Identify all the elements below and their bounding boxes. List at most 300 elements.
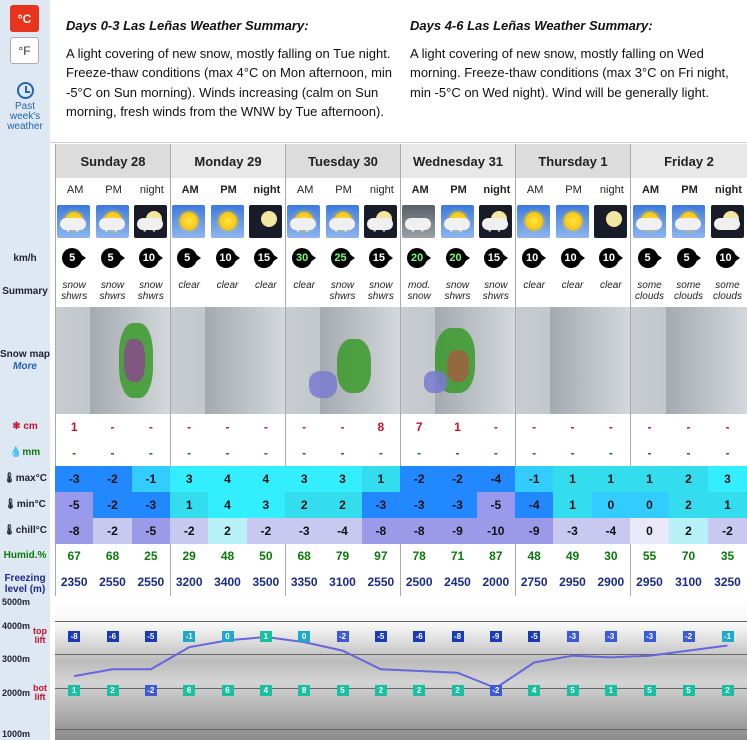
arrow-icon <box>463 253 470 263</box>
period-label: AM <box>296 184 314 196</box>
arrow-icon <box>424 253 431 263</box>
chill-text: chill°C <box>15 525 47 536</box>
wind-arrow <box>638 248 664 268</box>
sun-icon <box>219 212 237 230</box>
freezing-cell: 3500 <box>252 575 280 589</box>
weather-icon <box>249 205 282 238</box>
max-temp-cell: 3 <box>285 466 323 492</box>
freezing-cell: 3400 <box>214 575 241 589</box>
weather-icon <box>211 205 244 238</box>
snow-patch <box>124 339 145 382</box>
top-lift-temp: -2 <box>683 631 695 642</box>
freezing-cell: 2950 <box>559 575 586 589</box>
wind-speed: 5 <box>677 248 697 268</box>
top-lift-temp: 0 <box>222 631 234 642</box>
period-label: night <box>483 184 511 196</box>
snow-cm-cell: - <box>608 420 613 434</box>
bot-lift-temp: 6 <box>183 685 195 696</box>
max-temp-cell: 4 <box>247 466 285 492</box>
thermometer-icon: 🌡 <box>4 499 17 510</box>
top-lift-temp: -5 <box>528 631 540 642</box>
wind-arrow <box>716 248 742 268</box>
top-lift-temp: 0 <box>298 631 310 642</box>
wind-row-label: km/h <box>13 253 37 264</box>
arrow-icon <box>233 253 240 263</box>
freezing-level-line <box>74 637 727 688</box>
map-terrain <box>666 307 747 414</box>
bot-lift-temp: 5 <box>683 685 695 696</box>
top-text: top <box>33 626 47 636</box>
summary-line-1: snow <box>330 280 355 291</box>
snowflake-icon: * * <box>488 228 503 237</box>
wind-speed: 5 <box>101 248 121 268</box>
snowflake-icon: * * <box>411 228 426 237</box>
freezing-level-chart <box>55 597 747 740</box>
snowmap-row-label: Snow map <box>0 349 51 360</box>
thermometer-icon: 🌡 <box>3 525 16 536</box>
humidity-cell: 35 <box>720 549 735 563</box>
snowflake-icon: * * <box>143 228 158 237</box>
snow-cm-cell: - <box>263 420 268 434</box>
arrow-icon <box>386 253 393 263</box>
freezing-cell: 3250 <box>714 575 741 589</box>
summary-line-1: clear <box>293 280 315 291</box>
bot-lift-temp: 4 <box>528 685 540 696</box>
bot-lift-temp: 5 <box>337 685 349 696</box>
summary-text <box>209 280 247 291</box>
summary-days-4-6 <box>410 16 740 102</box>
weather-icon <box>172 205 205 238</box>
summary-line-1: some <box>676 280 701 291</box>
summary-days-0-3 <box>66 16 396 122</box>
rain-mm-cell: - <box>72 446 77 460</box>
past-label-1: Past <box>14 101 35 112</box>
snowflake-icon: ❄ <box>12 421 24 432</box>
freezing-cell: 3100 <box>675 575 702 589</box>
top-lift-label <box>30 627 50 645</box>
humidity-cell: 71 <box>450 549 465 563</box>
summary-line-2: clouds <box>674 291 703 302</box>
sidebar <box>0 0 50 740</box>
wind-speed: 15 <box>254 248 274 268</box>
snow-cm-cell: - <box>187 420 192 434</box>
bot-lift-temp: 5 <box>644 685 656 696</box>
summary-line-1: some <box>715 280 740 291</box>
max-temp-cell: 3 <box>170 466 208 492</box>
wind-arrow <box>407 248 433 268</box>
snow-map[interactable] <box>516 307 630 414</box>
humidity-cell: 48 <box>527 549 541 563</box>
summary-text <box>400 280 438 302</box>
weather-icon <box>479 205 512 238</box>
day-header[interactable]: Tuesday 30 <box>286 144 400 178</box>
bot-lift-temp: 1 <box>68 685 80 696</box>
weather-icon <box>402 205 435 238</box>
snow-map[interactable] <box>631 307 747 414</box>
min-temp-cell: -3 <box>132 492 170 518</box>
day-header[interactable]: Sunday 28 <box>56 144 170 178</box>
top-lift-temp: -5 <box>145 631 157 642</box>
lift-text: lift <box>34 635 46 645</box>
cloud-icon <box>675 218 701 230</box>
summary-line-2: snow <box>407 291 431 302</box>
freezing-label: Freezing <box>4 573 46 584</box>
wind-speed: 20 <box>446 248 466 268</box>
rain-mm-cell: - <box>263 446 268 460</box>
humidity-cell: 97 <box>374 549 388 563</box>
humidity-cell: 30 <box>604 549 618 563</box>
top-lift-temp: -6 <box>107 631 119 642</box>
wind-arrow <box>677 248 703 268</box>
arrow-icon <box>694 253 701 263</box>
weather-icon <box>594 205 627 238</box>
cm-text: cm <box>23 421 38 432</box>
summary-row-label: Summary <box>2 286 48 297</box>
humidity-cell: 50 <box>259 549 273 563</box>
summary-line-1: snow <box>369 280 393 291</box>
chill-cell: 2 <box>669 518 708 544</box>
period-label: night <box>369 184 394 196</box>
weather-icon <box>96 205 129 238</box>
bot-lift-temp: 5 <box>567 685 579 696</box>
summary-text <box>515 280 553 291</box>
rain-mm-cell: - <box>686 446 691 460</box>
snow-map[interactable] <box>286 307 400 414</box>
wind-arrow <box>522 248 548 268</box>
snow-map[interactable] <box>56 307 170 414</box>
cloud-icon <box>636 218 662 230</box>
snowmap-more-link[interactable]: More <box>13 361 37 372</box>
summary-a-title: Days 0-3 Las Leñas Weather Summary: <box>66 18 309 33</box>
snow-cm-cell: - <box>570 420 575 434</box>
summary-text <box>55 280 93 302</box>
max-temp-cell: 2 <box>669 466 708 492</box>
wind-arrow <box>369 248 395 268</box>
humidity-cell: 78 <box>412 549 426 563</box>
chill-cell: 2 <box>208 518 246 544</box>
arrow-icon <box>348 253 355 263</box>
fahrenheit-button[interactable]: °F <box>10 37 39 64</box>
chill-cell: -3 <box>553 518 591 544</box>
freezing-cell: 3350 <box>290 575 318 589</box>
rain-mm-cell: - <box>225 446 230 460</box>
summary-text <box>709 280 747 302</box>
bot-lift-temp: 2 <box>452 685 464 696</box>
humidity-cell: 67 <box>67 549 81 563</box>
weather-icon <box>672 205 705 238</box>
freezing-cell: 2900 <box>597 575 625 589</box>
humidity-cell: 87 <box>489 549 503 563</box>
top-lift-temp: -8 <box>68 631 80 642</box>
weather-icon <box>326 205 359 238</box>
freezing-cell: 2000 <box>482 575 510 589</box>
bot-text: bot <box>33 683 47 693</box>
weather-icon <box>441 205 474 238</box>
top-lift-temp: 1 <box>260 631 272 642</box>
rain-mm-label <box>0 447 50 458</box>
chill-cell: -5 <box>132 518 170 544</box>
alt-5000: 5000m <box>2 597 31 607</box>
snow-patch <box>447 350 470 382</box>
freezing-line-svg <box>55 597 747 740</box>
summary-line-2: shwrs <box>367 291 394 302</box>
arrow-icon <box>118 253 125 263</box>
max-temp-cell: 3 <box>708 466 747 492</box>
snow-cm-cell: - <box>532 420 537 434</box>
freezing-cell: 3200 <box>175 575 203 589</box>
wind-arrow <box>292 248 318 268</box>
bot-lift-temp: 4 <box>260 685 272 696</box>
weather-icon <box>57 205 90 238</box>
top-lift-temp: -3 <box>567 631 579 642</box>
cloud-icon <box>714 218 740 230</box>
humidity-cell: 49 <box>565 549 580 563</box>
summary-b-text: A light covering of new snow, mostly falling on Wed morning. Freeze-thaw conditions (max 3°C on Fri night, min -5°C on Wed night). Wind will be generally light. <box>410 45 729 100</box>
wind-arrow <box>561 248 587 268</box>
bot-lift-temp: -2 <box>145 685 157 696</box>
max-temp-cell: -1 <box>132 466 170 492</box>
chill-cell: -4 <box>323 518 361 544</box>
sun-icon <box>564 212 582 230</box>
freezing-cell: 2750 <box>520 575 548 589</box>
snow-map[interactable] <box>401 307 515 414</box>
map-terrain <box>550 307 630 414</box>
summary-line-1: snow <box>139 280 163 291</box>
summary-line-1: snow <box>62 280 86 291</box>
max-temp-cell: 1 <box>553 466 591 492</box>
lift2-text: lift <box>34 692 46 702</box>
raindrop-icon: 💧 <box>9 447 23 458</box>
wind-speed: 10 <box>599 248 619 268</box>
min-temp-cell: 2 <box>669 492 708 518</box>
chill-cell: -2 <box>170 518 208 544</box>
arrow-icon <box>578 253 585 263</box>
day-header[interactable]: Monday 29 <box>171 144 285 178</box>
summary-line-2: shwrs <box>137 291 164 302</box>
wind-speed: 25 <box>331 248 351 268</box>
summary-text <box>362 280 400 302</box>
freezing-cell: 2550 <box>99 575 126 589</box>
wind-arrow <box>484 248 510 268</box>
snow-cm-cell: 1 <box>70 420 78 434</box>
min-temp-cell: 0 <box>592 492 630 518</box>
summary-line-2: shwrs <box>482 291 509 302</box>
wind-speed: 10 <box>216 248 236 268</box>
summary-text <box>285 280 323 291</box>
min-temp-cell: -4 <box>515 492 553 518</box>
snowflake-icon: * * <box>449 228 465 237</box>
max-temp-cell: -4 <box>477 466 515 492</box>
snow-cm-label <box>0 421 50 432</box>
min-temp-label <box>0 499 50 510</box>
arrow-icon <box>539 253 546 263</box>
rain-mm-cell: - <box>725 446 730 460</box>
humidity-cell: 70 <box>681 549 696 563</box>
clock-icon <box>17 82 34 99</box>
summary-text <box>670 280 708 302</box>
arrow-icon <box>655 253 662 263</box>
summary-line-2: shwrs <box>444 291 471 302</box>
snow-patch <box>309 371 338 398</box>
bot-lift-temp: 2 <box>107 685 119 696</box>
freezing-cell: 2550 <box>367 575 395 589</box>
arrow-icon <box>733 253 740 263</box>
humidity-label: Humid.% <box>3 550 47 561</box>
summary-text <box>170 280 208 291</box>
day-header[interactable]: Wednesday 31 <box>401 144 515 178</box>
snow-cm-cell: 8 <box>377 420 385 434</box>
summary-text <box>554 280 592 291</box>
top-lift-temp: -3 <box>605 631 617 642</box>
chill-label <box>0 525 50 536</box>
summary-line-1: clear <box>561 280 584 291</box>
wind-arrow <box>599 248 625 268</box>
wind-arrow <box>331 248 357 268</box>
period-label: night <box>253 184 281 196</box>
max-text: max°C <box>15 473 47 484</box>
snow-cm-cell: 7 <box>415 420 423 434</box>
moon-icon <box>606 211 622 227</box>
snow-map[interactable] <box>171 307 285 414</box>
min-temp-cell: 3 <box>247 492 285 518</box>
arrow-icon <box>194 253 201 263</box>
summary-line-1: snow <box>484 280 508 291</box>
min-temp-cell: 4 <box>208 492 246 518</box>
rain-mm-cell: - <box>647 446 652 460</box>
wind-arrow <box>177 248 203 268</box>
max-temp-cell: 1 <box>592 466 630 492</box>
humidity-cell: 55 <box>642 549 657 563</box>
summary-text <box>247 280 285 291</box>
wind-speed: 5 <box>62 248 82 268</box>
rain-mm-cell: - <box>570 446 575 460</box>
weather-icon <box>711 205 744 238</box>
wind-speed: 5 <box>638 248 658 268</box>
humidity-cell: 29 <box>182 549 196 563</box>
rain-mm-cell: - <box>340 446 345 460</box>
snow-patch <box>337 339 371 393</box>
top-lift-temp: -8 <box>452 631 464 642</box>
summary-line-1: mod. <box>408 280 431 291</box>
freezing-label-2: level (m) <box>4 584 46 595</box>
chill-cell: -9 <box>515 518 553 544</box>
max-temp-cell: -3 <box>55 466 93 492</box>
weather-icon <box>134 205 167 238</box>
alt-4000: 4000m <box>2 621 31 631</box>
moon-icon <box>261 211 277 227</box>
humidity-cell: 68 <box>105 549 120 563</box>
summary-line-1: snow <box>445 280 470 291</box>
period-label: AM <box>66 184 84 196</box>
snow-cm-cell: - <box>148 420 153 434</box>
day-header[interactable]: Friday 2 <box>631 144 747 178</box>
summary-line-2: shwrs <box>61 291 88 302</box>
chill-cell: -8 <box>362 518 400 544</box>
snow-cm-cell: - <box>110 420 115 434</box>
min-temp-cell: -5 <box>55 492 93 518</box>
bot-lift-temp: 2 <box>375 685 387 696</box>
summary-text <box>94 280 132 302</box>
bot-lift-label <box>30 684 50 702</box>
wind-speed: 10 <box>716 248 736 268</box>
summary-text <box>439 280 477 302</box>
chill-cell: -2 <box>708 518 747 544</box>
rain-mm-cell: - <box>493 446 498 460</box>
chill-cell: -2 <box>247 518 285 544</box>
wind-arrow <box>139 248 165 268</box>
past-label-2: week's <box>9 111 41 122</box>
min-temp-cell: -3 <box>362 492 400 518</box>
bot-lift-temp: 6 <box>222 685 234 696</box>
sun-icon <box>180 212 198 230</box>
period-label: PM <box>681 184 698 196</box>
weather-icon <box>517 205 550 238</box>
weather-icon <box>364 205 397 238</box>
bot-lift-temp: 8 <box>298 685 310 696</box>
summary-line-1: clear <box>523 280 545 291</box>
celsius-button[interactable]: °C <box>10 5 39 32</box>
wind-speed: 20 <box>407 248 427 268</box>
alt-3000: 3000m <box>2 654 31 664</box>
max-temp-cell: -2 <box>438 466 476 492</box>
chill-cell: -8 <box>55 518 93 544</box>
snow-cm-cell: - <box>302 420 307 434</box>
top-lift-temp: -1 <box>183 631 195 642</box>
wind-arrow <box>62 248 88 268</box>
freezing-cell: 2450 <box>444 575 471 589</box>
arrow-icon <box>156 253 163 263</box>
snow-cm-cell: 1 <box>454 420 461 434</box>
period-label: AM <box>411 184 429 196</box>
snow-cm-cell: - <box>493 420 498 434</box>
max-temp-cell: 1 <box>362 466 400 492</box>
freezing-cell: 2350 <box>60 575 88 589</box>
period-label: AM <box>641 184 660 196</box>
period-label: PM <box>450 184 467 196</box>
alt-1000: 1000m <box>2 729 31 739</box>
max-temp-cell: -2 <box>93 466 131 492</box>
period-label: night <box>139 184 164 196</box>
max-temp-label <box>0 473 50 484</box>
rain-mm-cell: - <box>302 446 307 460</box>
summary-b-title: Days 4-6 Las Leñas Weather Summary: <box>410 18 653 33</box>
top-lift-temp: -3 <box>644 631 656 642</box>
summary-line-2: shwrs <box>329 291 356 302</box>
top-lift-temp: -2 <box>337 631 349 642</box>
period-label: PM <box>565 184 582 196</box>
min-temp-cell: -3 <box>438 492 476 518</box>
mm-text: mm <box>22 447 41 458</box>
wind-arrow <box>254 248 280 268</box>
summary-a-text: A light covering of new snow, mostly falling on Tue night. Freeze-thaw conditions (max 4°C on Mon afternoon, min -5°C on Sun morning). Winds increasing (calm on Sun morning, fresh winds from the WNW by Tue afternoon). <box>66 45 393 119</box>
snow-cm-cell: - <box>225 420 230 434</box>
freezing-cell: 2550 <box>137 575 165 589</box>
bot-lift-temp: 2 <box>722 685 734 696</box>
past-weather-link[interactable] <box>0 82 50 132</box>
min-temp-cell: 2 <box>285 492 323 518</box>
weather-icon <box>633 205 666 238</box>
summary-line-1: snow <box>100 280 125 291</box>
day-header[interactable]: Thursday 1 <box>516 144 630 178</box>
humidity-cell: 79 <box>335 549 350 563</box>
max-temp-cell: 1 <box>630 466 669 492</box>
summary-text <box>324 280 362 302</box>
period-label: night <box>599 184 624 196</box>
min-temp-cell: -3 <box>400 492 438 518</box>
wind-speed: 15 <box>369 248 389 268</box>
alt-2000: 2000m <box>2 688 31 698</box>
snow-patch <box>424 371 447 392</box>
